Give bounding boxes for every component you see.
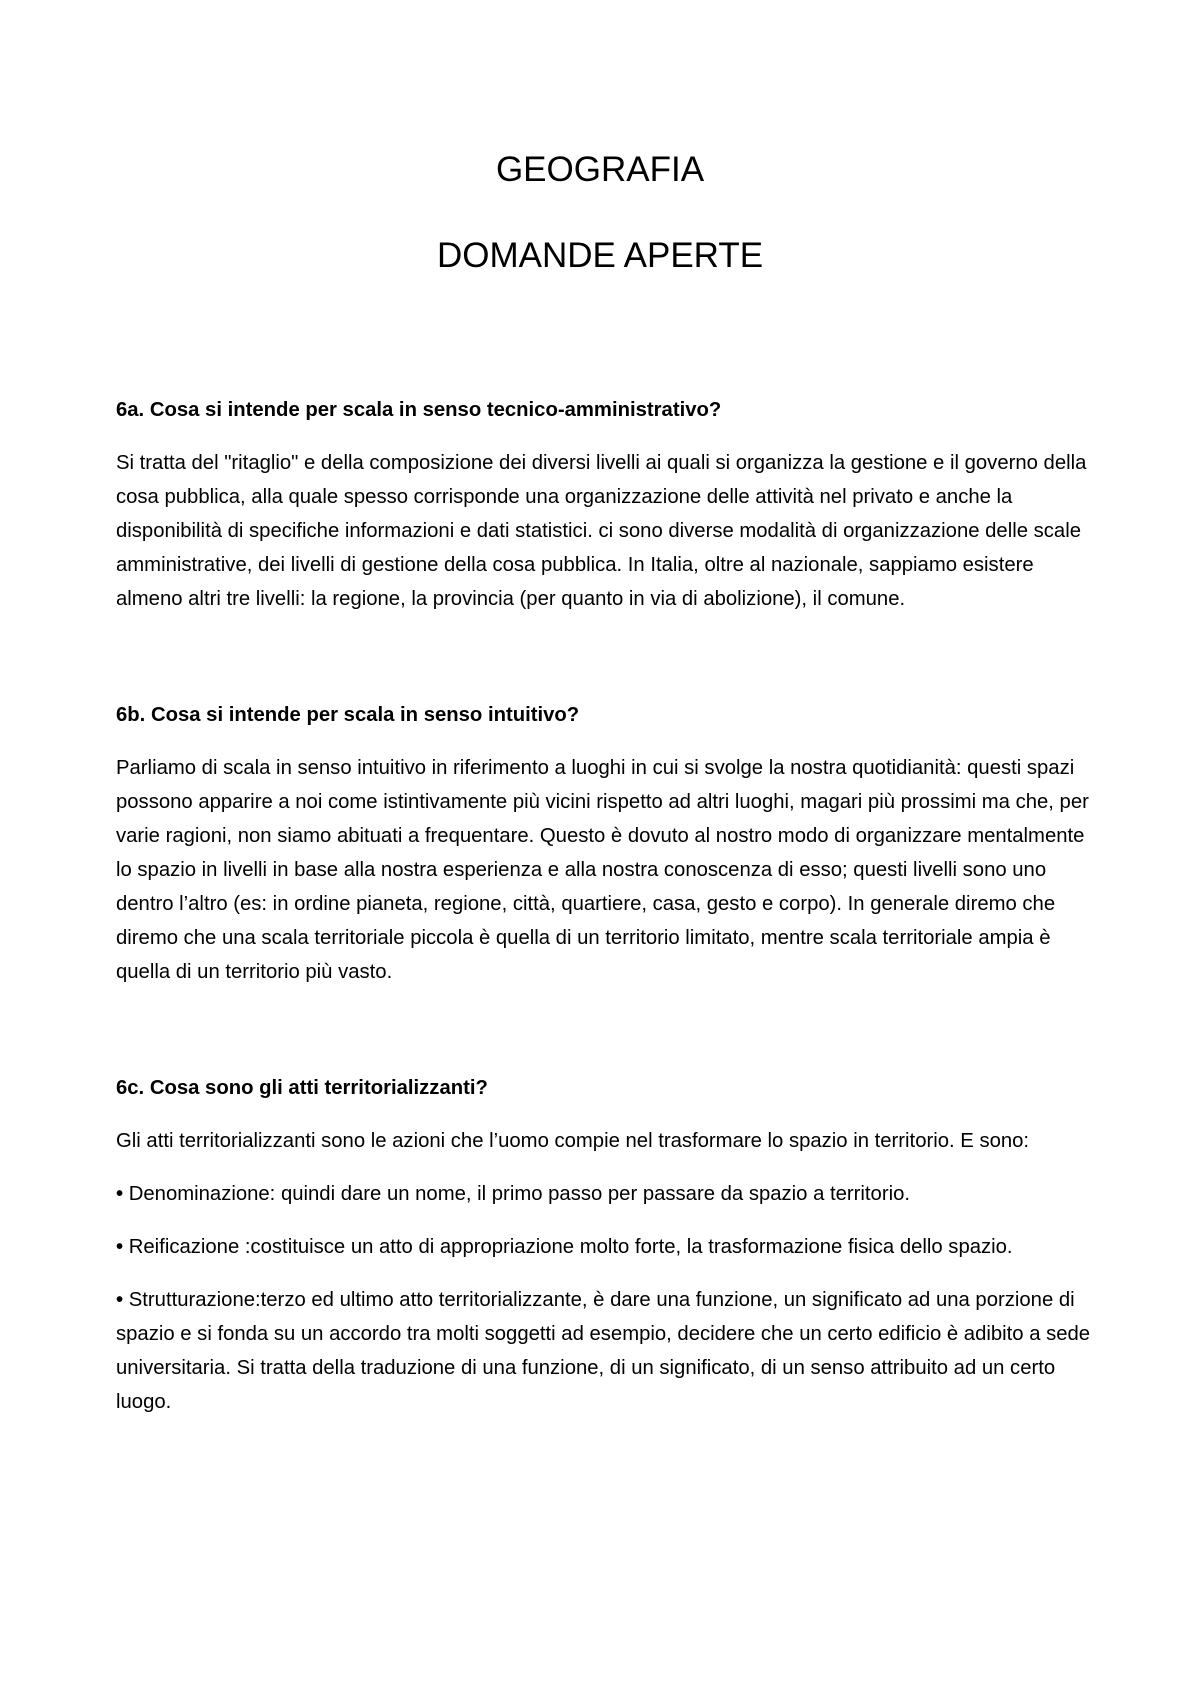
bullet-item-denominazione: [116, 1177, 1096, 1211]
bullet-text: Reificazione :costituisce un atto di appropriazione molto forte, la trasformazione fisica dello spazio.: [128, 1236, 1013, 1258]
bullet-icon: •: [116, 1289, 124, 1311]
bullet-item-reificazione: [116, 1230, 1096, 1264]
document-subtitle: DOMANDE APERTE: [436, 236, 764, 275]
bullet-icon: •: [116, 1183, 124, 1205]
question-heading: 6c. Cosa sono gli atti territorializzanti?: [116, 1077, 488, 1099]
section-6c: [116, 1071, 1096, 1419]
bullet-item-strutturazione: [116, 1283, 1096, 1419]
question-heading: 6b. Cosa si intende per scala in senso intuitivo?: [116, 704, 580, 726]
document-title: GEOGRAFIA: [495, 150, 705, 189]
section-spacer: [116, 616, 1096, 698]
answer-paragraph: Parliamo di scala in senso intuitivo in riferimento a luoghi in cui si svolge la nostra quotidianità: questi spazi possono apparire a noi come istintivamente più vicini rispetto ad altri luoghi, magari più prossimi ma che, per varie ragioni, non siamo abituati a frequentare. Questo è dovuto al nostro modo di organizzare mentalmente lo spazio in livelli in base alla nostra esperienza e alla nostra conoscenza di esso; questi livelli sono uno dentro l’altro (es: in ordine pianeta, regione, città, quartiere, casa, gesto e corpo). In generale diremo che diremo che una scala territoriale piccola è quella di un territorio limitato, mentre scala territoriale ampia è quella di un territorio più vasto.: [116, 757, 1089, 983]
document-body: [116, 393, 1096, 1419]
section-spacer: [116, 989, 1096, 1071]
bullet-icon: •: [116, 1236, 124, 1258]
question-heading: 6a. Cosa si intende per scala in senso tecnico-amministrativo?: [116, 399, 722, 421]
answer-paragraph: Si tratta del "ritaglio" e della composizione dei diversi livelli ai quali si organizza la gestione e il governo della cosa pubblica, alla quale spesso corrisponde una organizzazione delle attività nel privato e anche la disponibilità di specifiche informazioni e dati statistici. ci sono diverse modalità di organizzazione delle scale amministrative, dei livelli di gestione della cosa pubblica. In Italia, oltre al nazionale, sappiamo esistere almeno altri tre livelli: la regione, la provincia (per quanto in via di abolizione), il comune.: [116, 452, 1087, 610]
answer-paragraph: Gli atti territorializzanti sono le azioni che l’uomo compie nel trasformare lo spazio in territorio. E sono:: [116, 1130, 1030, 1152]
bullet-text: Denominazione: quindi dare un nome, il primo passo per passare da spazio a territorio.: [128, 1183, 911, 1205]
section-6a: [116, 393, 1096, 616]
bullet-text: Strutturazione:terzo ed ultimo atto territorializzante, è dare una funzione, un significato ad una porzione di spazio e si fonda su un accordo tra molti soggetti ad esempio, decidere che un certo edificio è adibito a sede universitaria. Si tratta della traduzione di una funzione, di un significato, di un senso attribuito ad un certo luogo.: [116, 1289, 1091, 1413]
section-6b: [116, 698, 1096, 989]
